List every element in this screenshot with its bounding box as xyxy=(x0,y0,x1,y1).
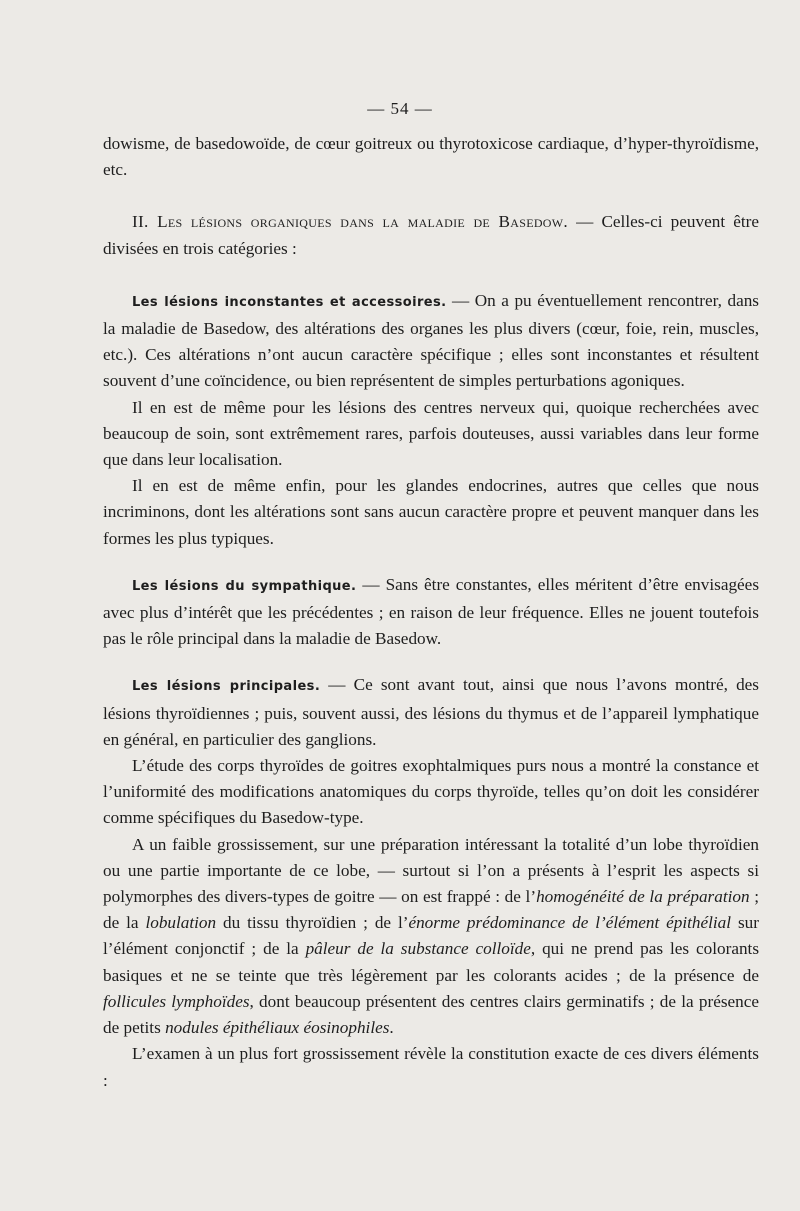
paragraph-text: — Sans être constantes, elles méritent d’être envisagées avec plus d’intérêt que les précédentes ; en raison de leur fréquence. Elles ne jouent toutefois pas le rôle principal dans la maladie de Basedow. xyxy=(103,574,760,649)
text-run: ; de la xyxy=(103,887,759,933)
paragraph-continuation: dowisme, de basedowoïde, de cœur goitreux ou thyrotoxicose cardiaque, d’hyper-thyroïdisme, etc. xyxy=(103,134,759,180)
body-text xyxy=(103,131,759,1094)
section-heading: II. Les lésions organiques dans la maladie de Basedow. xyxy=(132,212,568,232)
italic-term: follicules lymphoïdes xyxy=(103,991,250,1011)
text-run: du tissu thyroïdien ; de l’ xyxy=(216,913,409,933)
paragraph-text: — Ce sont avant tout, ainsi que nous l’avons montré, des lésions thyroïdiennes ; puis, souvent aussi, des lésions du thymus et de l’appareil lymphatique en général, en particulier des ganglions. xyxy=(103,675,759,749)
paragraph-inconstant-lesions xyxy=(103,288,759,395)
paragraph-text: — On a pu éventuellement rencontrer, dans la maladie de Basedow, des altérations des organes les plus divers (cœur, foie, rein, muscles, etc.). Ces altérations n’ont aucun caractère spécifique ; elles sont inconstantes et résultent souvent d’une coïncidence, ou bien représentent de simples perturbations agoniques. xyxy=(103,290,759,391)
paragraph-principal-lesions xyxy=(103,672,759,753)
paragraph-endocrine-glands: Il en est de même enfin, pour les glandes endocrines, autres que celles que nous incriminons, dont les altérations sont sans aucun caractère propre et peuvent manquer dans les formes les plus typiques. xyxy=(103,476,759,548)
paragraph-thyroid-study: L’étude des corps thyroïdes de goitres exophtalmiques purs nous a montré la constance et l’uniformité des modifications anatomiques du corps thyroïde, telles qu’on doit les considérer comme spécifiques du Basedow-type. xyxy=(103,756,759,828)
text-run: A un faible grossissement, sur une préparation intéressant la totalité d’un lobe thyroïdien ou une partie importante de ce lobe, — surtout si l’on a présents à l’esprit les aspects si polymorphes des divers-types de goitre — on est frappé : de l’ xyxy=(103,834,759,907)
italic-term: nodules épithéliaux éosinophiles xyxy=(165,1018,390,1038)
text-run: , dont beaucoup présentent des centres clairs germinatifs ; de la présence de petits xyxy=(103,991,759,1038)
italic-term: pâleur de la substance colloïde xyxy=(305,939,531,959)
italic-term: lobulation xyxy=(145,913,217,933)
paragraph-text: — Celles-ci peuvent être divisées en trois catégories : xyxy=(103,212,759,258)
text-run: . xyxy=(389,1018,394,1038)
italic-term: énorme prédominance de l’élément épithélial xyxy=(408,913,732,933)
text-run: sur l’élément conjonctif ; de la xyxy=(103,913,759,959)
runin-heading: Les lésions inconstantes et accessoires. xyxy=(132,294,447,310)
runin-heading: Les lésions principales. xyxy=(132,679,321,695)
paragraph-low-magnification xyxy=(103,832,759,1042)
section-heading-paragraph xyxy=(103,209,759,261)
italic-term: homogénéité de la préparation xyxy=(536,887,750,907)
paragraph-high-magnification: L’examen à un plus fort grossissement révèle la constitution exacte de ces divers éléments : xyxy=(103,1044,759,1090)
runin-heading: Les lésions du sympathique. xyxy=(132,578,357,594)
text-run: , qui ne prend pas les colorants basiques et ne se teinte que très légèrement par les colorants acides ; de la présence de xyxy=(103,939,760,985)
page-number: — 54 — xyxy=(367,99,433,118)
paragraph-nervous-centers: Il en est de même pour les lésions des centres nerveux qui, quoique recherchées avec beaucoup de soin, sont extrêmement rares, parfois douteuses, aussi variables dans leur forme que dans leur localisation. xyxy=(103,397,759,470)
paragraph-sympathetic-lesions xyxy=(103,572,759,653)
